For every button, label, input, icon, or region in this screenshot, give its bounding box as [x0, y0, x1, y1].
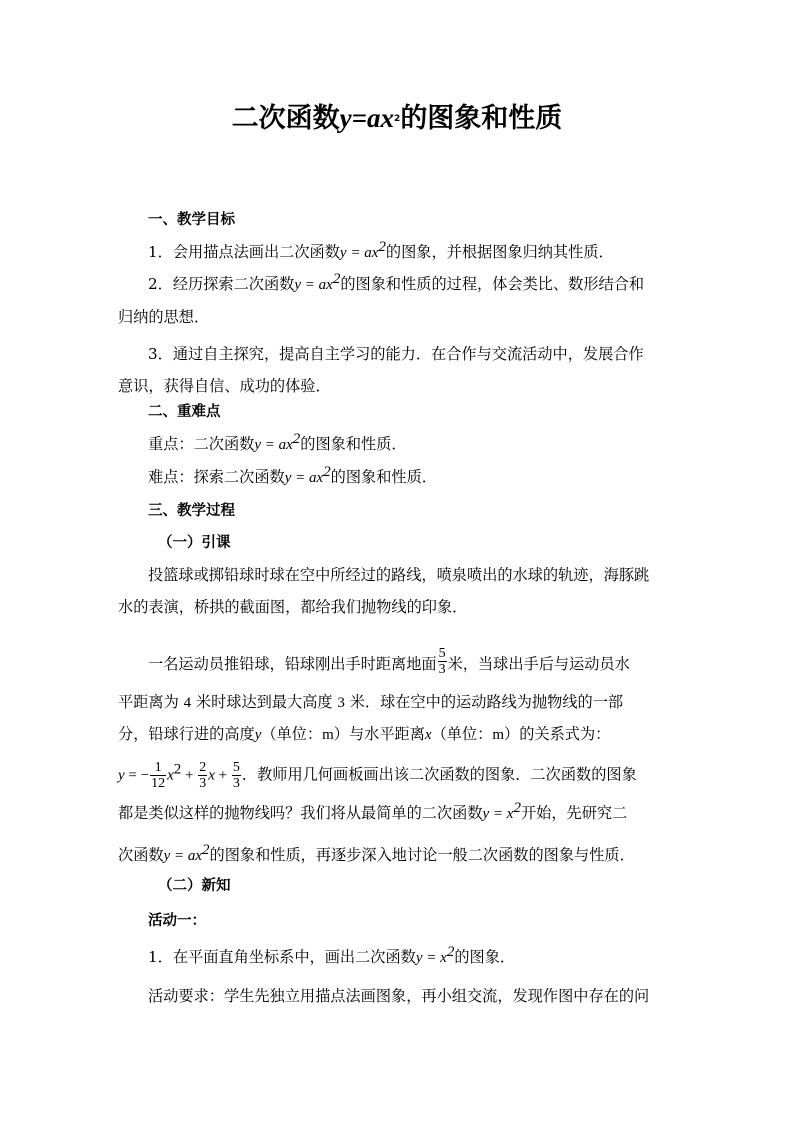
activity-item-1: 1．在平面直角坐标系中，画出二次函数$y = x^2$的图象． [148, 944, 516, 966]
section-heading-goals: 一、教学目标 [148, 212, 235, 228]
goal-2-line-2: 归纳的思想． [118, 308, 210, 326]
title-math: y=ax [339, 103, 395, 133]
goal-1-text-b: 的图象，并根据图象归纳其性质． [385, 243, 614, 261]
activity-heading: 活动一： [148, 913, 206, 929]
formula-y-ax2: $y = ax^2$ [339, 239, 386, 261]
formula-y-ax2: $y = ax^2$ [284, 464, 331, 486]
shot-line-1: 一名运动员推铅球，铅球刚出手时距离地面 $\frac{5}{3}$ 米，当球出手后与运动员水 [148, 646, 630, 677]
intro-line-2: 水的表演，桥拱的截面图，都给我们抛物线的印象． [118, 598, 468, 616]
goal-3-line-1: 3．通过自主探究，提高自主学习的能力．在合作与交流活动中，发展合作 [148, 345, 644, 363]
page-title [0, 96, 794, 135]
formula-y-ax2: $y = ax^2$ [254, 431, 301, 453]
goal-3-line-2: 意识，获得自信、成功的体验． [118, 377, 331, 395]
formula-y-ax2: $y = ax^2$ [294, 271, 341, 293]
section-heading-process: 三、教学过程 [148, 503, 235, 519]
activity-requirement: 活动要求：学生先独立用描点法画图象，再小组交流，发现作图中存在的问 [148, 987, 650, 1005]
fraction-5-3b: $\frac{5}{3}$ [232, 760, 240, 791]
goal-2-line-1 [148, 271, 645, 295]
parabola-formula-line: y = − $\frac{1}{12}$ $x^2$ + $\frac{2}{3}$ x + $\frac{5}{3}$ ．教师用几何画板画出该二次函数的图象．二次函数的图象 [118, 760, 637, 791]
goal-1-text-a: 1．会用描点法画出二次函数 [148, 243, 340, 261]
subsection-heading-intro: （一）引课 [158, 535, 231, 551]
goal-2-text-a: 2．经历探索二次函数 [148, 275, 295, 293]
shot-line-2: 平距离为 4 米时球达到最大高度 3 米．球在空中的运动路线为抛物线的一部 [118, 693, 624, 711]
formula-y-ax2: $y = ax^2$ [163, 842, 210, 864]
formula-y-x2: $y = x^2$ [482, 800, 521, 822]
fraction-5-3: $\frac{5}{3}$ [438, 646, 446, 677]
intro-line-1: 投篮球或掷铅球时球在空中所经过的路线，喷泉喷出的水球的轨迹，海豚跳 [148, 566, 650, 584]
formula-y-x2: $y = x^2$ [415, 944, 455, 966]
key-point: 重点：二次函数$y = ax^2$的图象和性质． [148, 431, 407, 453]
fraction-1-12: $\frac{1}{12}$ [151, 760, 166, 791]
shot-line-3: 分，铅球行进的高度y（单位：m）与水平距离x（单位：m）的关系式为： [118, 725, 611, 743]
title-prefix: 二次函数 [231, 103, 340, 134]
formula-lhs: y [118, 767, 125, 784]
section-heading-key-points: 二、重难点 [148, 404, 221, 420]
difficult-point: 难点：探索二次函数$y = ax^2$的图象和性质． [148, 464, 437, 486]
goal-1 [148, 239, 614, 263]
continuation-line-2: 次函数$y = ax^2$的图象和性质，再逐步深入地讨论一般二次函数的图象与性质． [118, 842, 635, 864]
subsection-heading-new: （二）新知 [158, 878, 231, 894]
title-exponent: 2 [394, 114, 401, 124]
title-suffix: 的图象和性质 [400, 103, 563, 134]
continuation-line-1: 都是类似这样的抛物线吗？我们将从最简单的二次函数$y = x^2$开始，先研究二 [118, 800, 628, 822]
goal-2-text-b: 的图象和性质的过程，体会类比、数形结合和 [340, 275, 645, 293]
fraction-2-3: $\frac{2}{3}$ [199, 760, 207, 791]
